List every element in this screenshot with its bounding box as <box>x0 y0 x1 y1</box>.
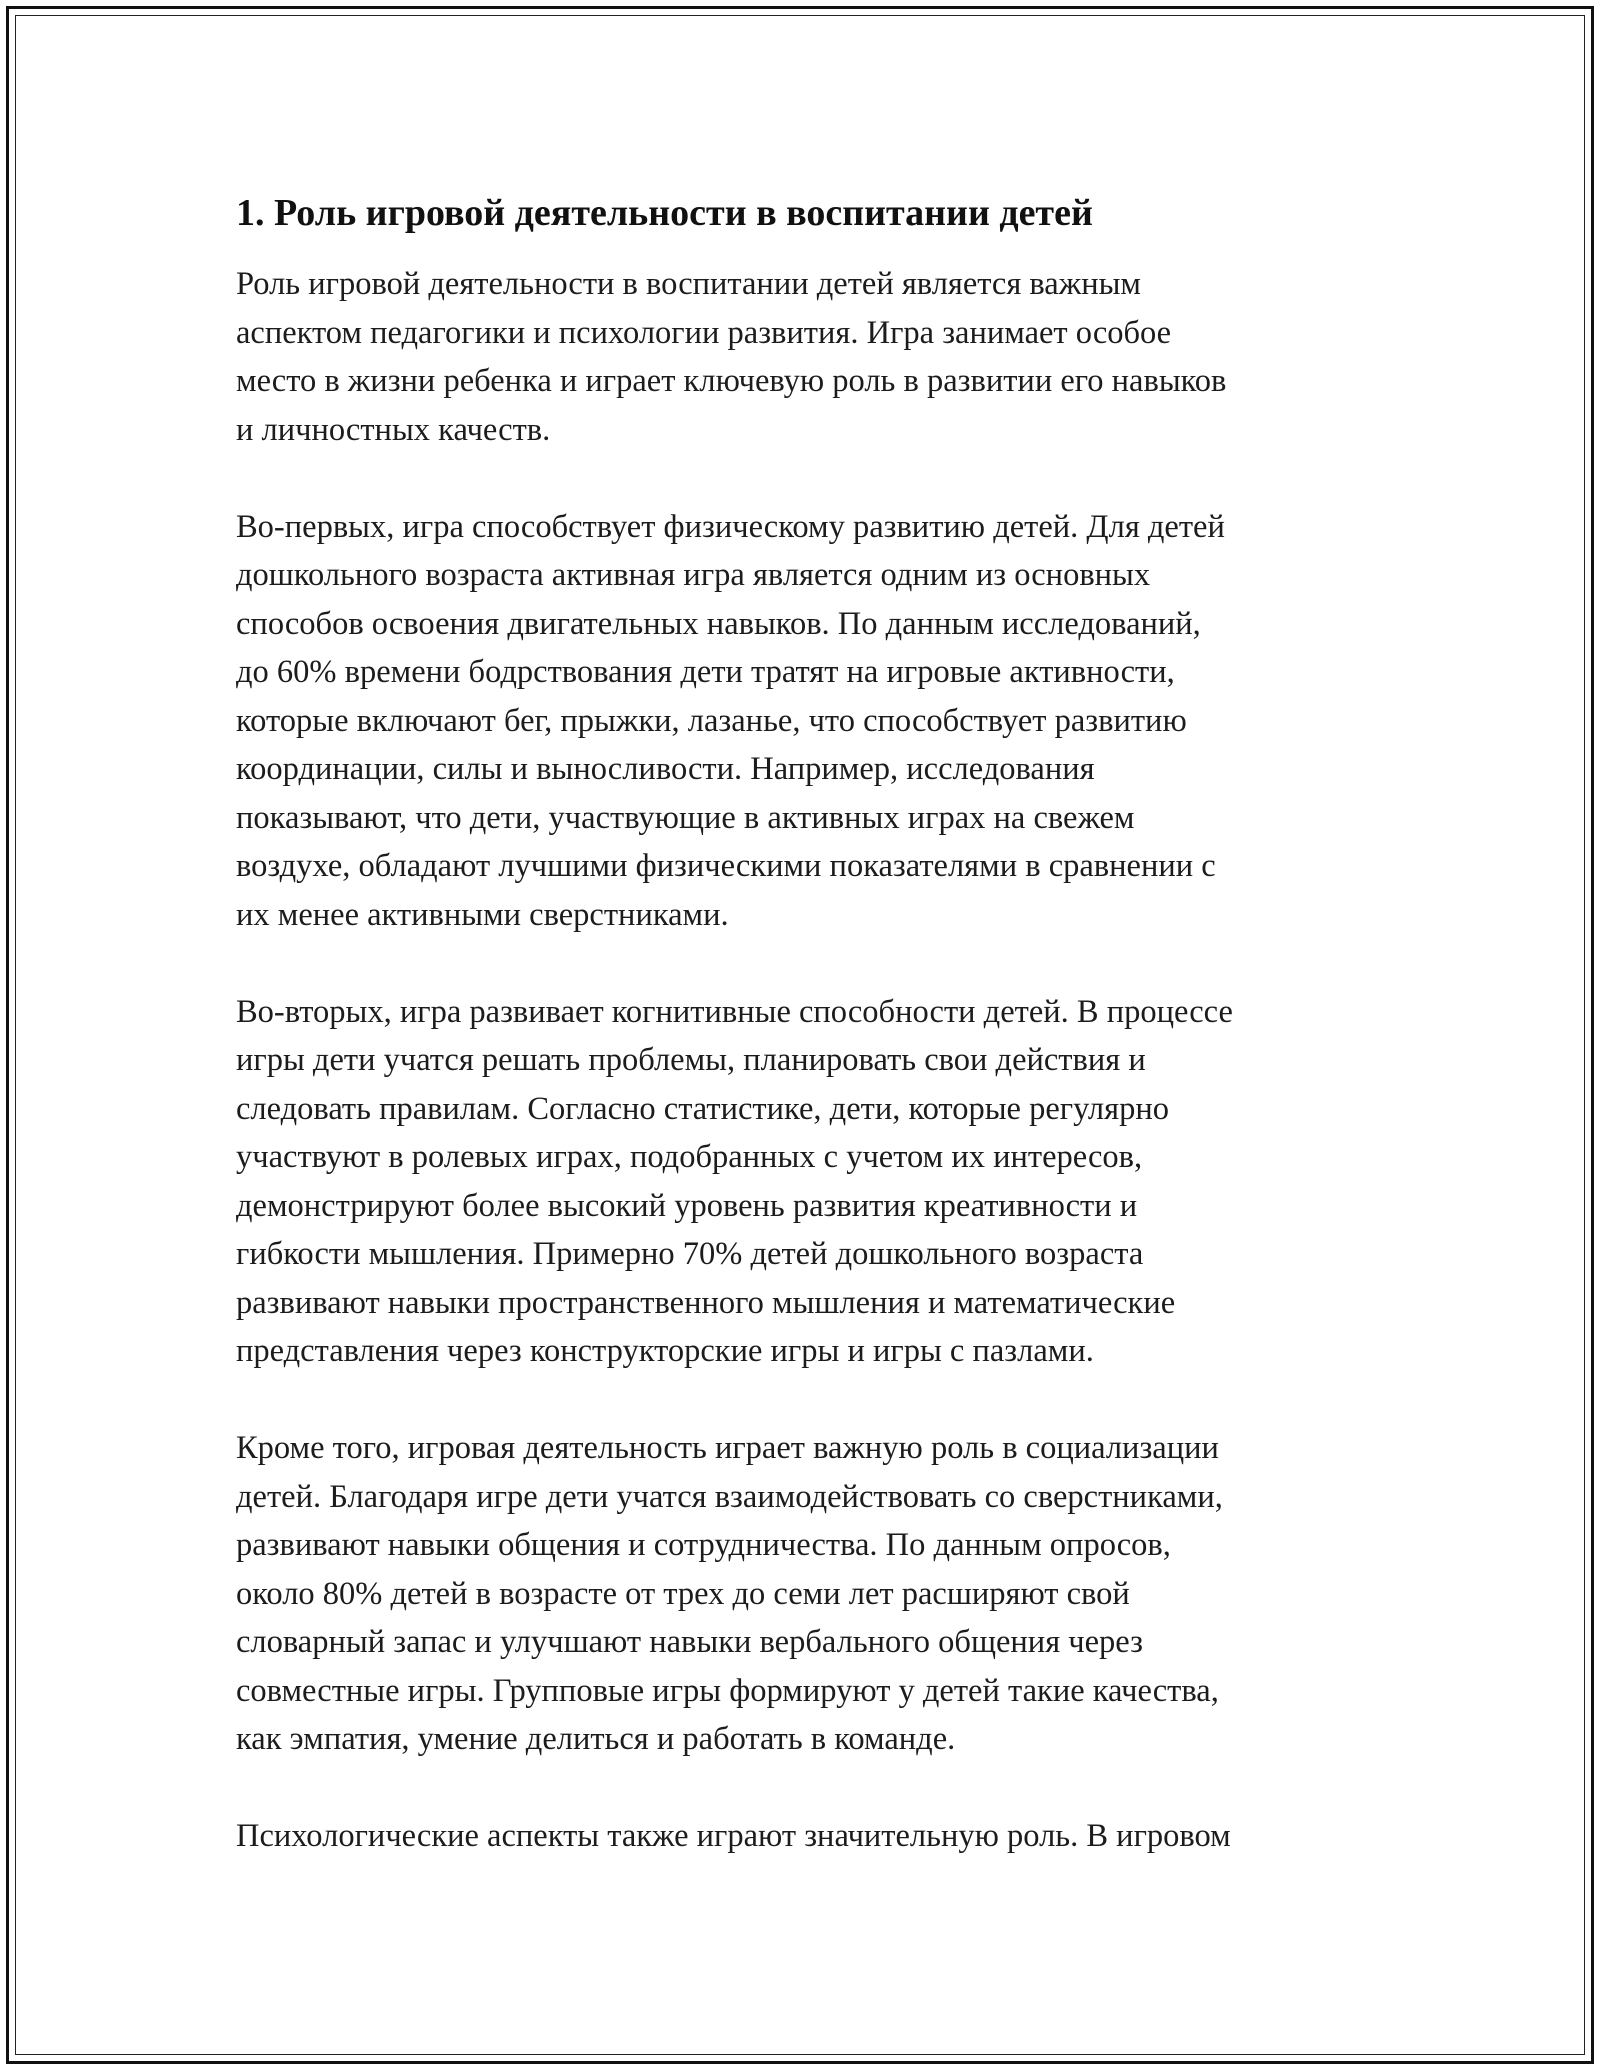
text-line: около 80% детей в возрасте от трех до семи лет расширяют свой <box>236 1575 1130 1612</box>
text-line: гибкости мышления. Примерно 70% детей дошкольного возраста <box>236 1236 1144 1272</box>
text-line: дошкольного возраста активная игра является одним из основных <box>236 557 1151 593</box>
text-line: демонстрируют более высокий уровень развития креативности и <box>236 1187 1138 1224</box>
text-line: совместные игры. Групповые игры формируют у детей такие качества, <box>236 1672 1219 1709</box>
document-body <box>236 186 1366 1861</box>
paragraph-physical-development <box>236 503 1366 940</box>
text-line: игры дети учатся решать проблемы, планировать свои действия и <box>236 1042 1146 1078</box>
text-line: развивают навыки пространственного мышления и математические <box>236 1284 1176 1321</box>
text-line: следовать правилам. Согласно статистике, дети, которые регулярно <box>236 1090 1169 1127</box>
text-line: которые включают бег, прыжки, лазанье, что способствует развитию <box>236 702 1187 739</box>
paragraph-intro <box>236 260 1366 454</box>
section-heading: 1. Роль игровой деятельности в воспитании детей <box>236 192 1093 234</box>
text-line: словарный запас и улучшают навыки вербального общения через <box>236 1624 1143 1660</box>
text-line: координации, силы и выносливости. Например, исследования <box>236 751 1095 787</box>
text-line: Кроме того, игровая деятельность играет важную роль в социализации <box>236 1430 1219 1466</box>
text-line: Роль игровой деятельности в воспитании детей является важным <box>236 266 1141 302</box>
text-line: Во-первых, игра способствует физическому развитию детей. Для детей <box>236 508 1225 545</box>
text-line: способов освоения двигательных навыков. По данным исследований, <box>236 605 1201 642</box>
paragraph-psychological-aspects <box>236 1812 1366 1861</box>
text-line: их менее активными сверстниками. <box>236 896 729 933</box>
text-line: до 60% времени бодрствования дети тратят на игровые активности, <box>236 654 1175 690</box>
text-line: и личностных качеств. <box>236 411 551 448</box>
text-line: аспектом педагогики и психологии развития. Игра занимает особое <box>236 314 1172 351</box>
text-line: воздухе, обладают лучшими физическими показателями в сравнении с <box>236 848 1216 884</box>
text-line: участвуют в ролевых играх, подобранных с учетом их интересов, <box>236 1139 1143 1175</box>
text-line: развивают навыки общения и сотрудничества. По данным опросов, <box>236 1527 1171 1563</box>
text-line: показывают, что дети, участвующие в активных играх на свежем <box>236 799 1135 836</box>
text-line: Во-вторых, игра развивает когнитивные способности детей. В процессе <box>236 993 1233 1030</box>
text-line: детей. Благодаря игре дети учатся взаимодействовать со сверстниками, <box>236 1478 1223 1515</box>
text-line: Психологические аспекты также играют значительную роль. В игровом <box>236 1818 1231 1854</box>
text-line: место в жизни ребенка и играет ключевую роль в развитии его навыков <box>236 363 1227 399</box>
text-line: как эмпатия, умение делиться и работать в команде. <box>236 1721 956 1757</box>
paragraph-cognitive-development <box>236 988 1366 1376</box>
paragraph-socialization <box>236 1424 1366 1764</box>
text-line: представления через конструкторские игры и игры с пазлами. <box>236 1333 1094 1369</box>
